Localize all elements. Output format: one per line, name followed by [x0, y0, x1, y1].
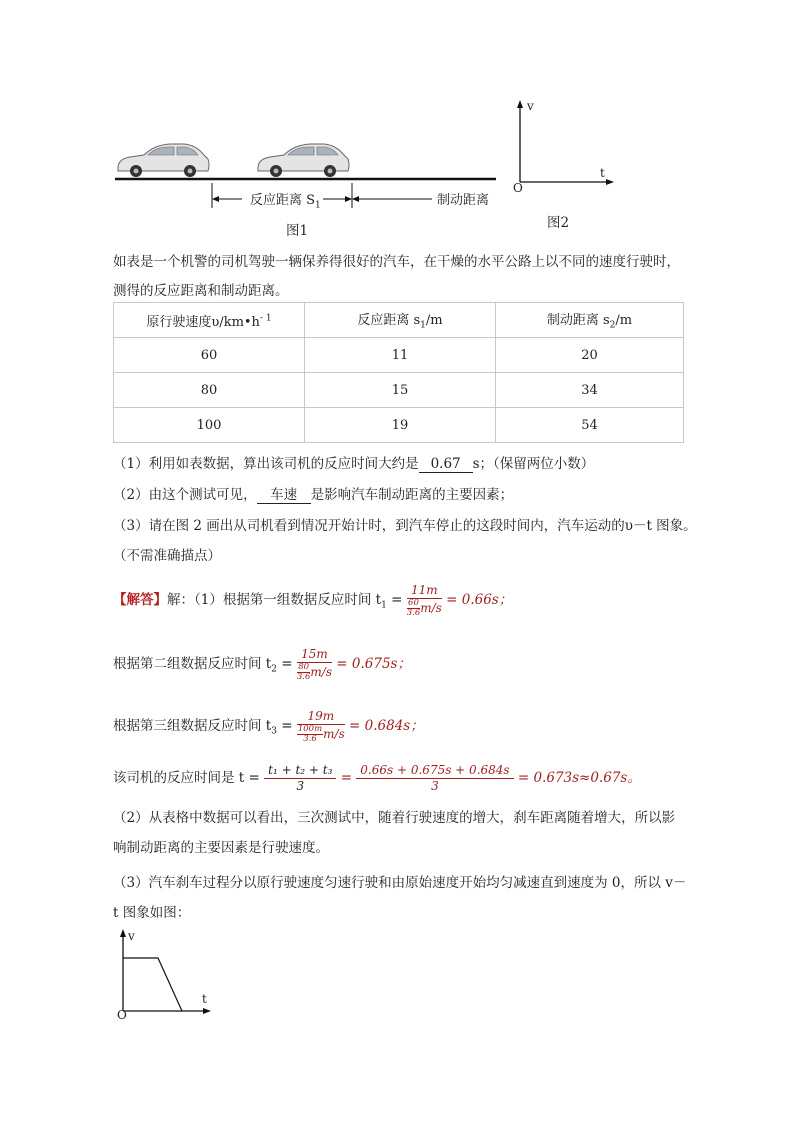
- table-cell: 19: [305, 408, 496, 443]
- table-header-reaction: 反应距离 $s_1/m$: [305, 303, 496, 338]
- solution-step-1: 【解答】解：（1）根据第一组数据反应时间 $t_1$ = 11m $\frac{60}{3.6}$ m/s = 0.66s；: [113, 583, 513, 618]
- fraction-t1: 11m $\frac{60}{3.6}$ m/s: [406, 583, 442, 618]
- table-row: [114, 373, 684, 408]
- question-3-line-2: （不需准确描点）: [113, 548, 221, 564]
- braking-distance-label: 制动距离: [437, 193, 490, 208]
- figure-1-caption: 图1: [286, 223, 309, 239]
- table-cell: 15: [305, 373, 496, 408]
- table-cell: 20: [496, 338, 684, 373]
- data-table: [113, 302, 684, 443]
- solution-part-2-line-2: 响制动距离的主要因素是行驶速度。: [113, 840, 329, 856]
- question-3-line-1: （3）请在图 2 画出从司机看到情况开始计时，到汽车停止的这段时间内，汽车运动的υ－t 图象。: [113, 518, 697, 534]
- v-axis-arrow-icon: [120, 929, 126, 937]
- table-row: [114, 408, 684, 443]
- fig2-t-label: t: [600, 166, 605, 180]
- car-left-icon: [118, 144, 209, 177]
- table-cell: 100: [114, 408, 305, 443]
- table-header-row: [114, 303, 684, 338]
- answer-v-label: v: [128, 929, 135, 943]
- question-2: （2）由这个测试可见， 车速 是影响汽车制动距离的主要因素；: [113, 483, 513, 504]
- vt-curve: [123, 958, 182, 1011]
- table-cell: 54: [496, 408, 684, 443]
- arrow-left-icon: [212, 196, 219, 202]
- q2-answer: 车速: [257, 483, 311, 504]
- table-cell: 60: [114, 338, 305, 373]
- fig2-v-label: v: [527, 99, 534, 113]
- intro-line-1: 如表是一个机警的司机驾驶一辆保养得很好的汽车，在干燥的水平公路上以不同的速度行驶时，: [113, 254, 680, 270]
- solution-part-2-line-1: （2）从表格中数据可以看出，三次测试中，随着行驶速度的增大，刹车距离随着增大，所以影: [113, 810, 676, 826]
- t-axis-arrow-icon: [203, 1008, 211, 1014]
- solution-step-3: 根据第三组数据反应时间 $t_3$ = 19m $\frac{100m}{3.6}$ m/s = 0.684s；: [113, 709, 424, 744]
- fraction-average-numeric: $\frac{0.66s + 0.675s + 0.684s}{3}$: [356, 763, 513, 794]
- q1-answer: 0.67: [419, 456, 473, 473]
- answer-origin-label: O: [117, 1008, 127, 1022]
- arrow-left-icon: [352, 196, 359, 202]
- table-cell: 80: [114, 373, 305, 408]
- t-axis-arrow-icon: [606, 179, 614, 185]
- solution-tag: 【解答】: [113, 592, 167, 608]
- car-right-icon: [258, 144, 349, 177]
- solution-part-3-line-2: t 图象如图：: [113, 905, 191, 921]
- table-cell: 34: [496, 373, 684, 408]
- reaction-distance-label: 反应距离 $S_1$: [248, 189, 323, 211]
- table-header-speed: 原行驶速度$\upsilon/km•h^{- 1}$: [114, 303, 305, 338]
- fig2-origin-label: O: [513, 181, 523, 195]
- fraction-average-symbolic: $\frac{\text{t₁ + t₂ + t₃}}{3}$: [264, 763, 336, 794]
- question-1: （1）利用如表数据，算出该司机的反应时间大约是 0.67 s；（保留两位小数）: [113, 456, 595, 472]
- solution-step-4: 该司机的反应时间是 t = $\frac{\text{t₁ + t₂ + t₃}}{3}$ = $\frac{0.66s + 0.675s + 0.684s}{3}$ = 0.673s≈0.67s。: [113, 763, 641, 793]
- v-axis-arrow-icon: [517, 100, 523, 108]
- table-row: [114, 338, 684, 373]
- fraction-t2: 15m $\frac{80}{3.6}$ m/s: [296, 647, 332, 682]
- table-cell: 11: [305, 338, 496, 373]
- solution-step-2: 根据第二组数据反应时间 $t_2$ = 15m $\frac{80}{3.6}$ m/s = 0.675s；: [113, 647, 411, 682]
- fraction-t3: 19m $\frac{100m}{3.6}$ m/s: [297, 709, 345, 744]
- answer-t-label: t: [202, 992, 207, 1006]
- figure-2-caption: 图2: [547, 215, 570, 231]
- arrow-right-icon: [345, 196, 352, 202]
- table-header-braking: 制动距离 $s_2/m$: [496, 303, 684, 338]
- solution-part-3-line-1: （3）汽车刹车过程分以原行驶速度匀速行驶和由原始速度开始均匀减速直到速度为 0，所以 v－: [113, 875, 687, 891]
- intro-line-2: 测得的反应距离和制动距离。: [113, 283, 289, 299]
